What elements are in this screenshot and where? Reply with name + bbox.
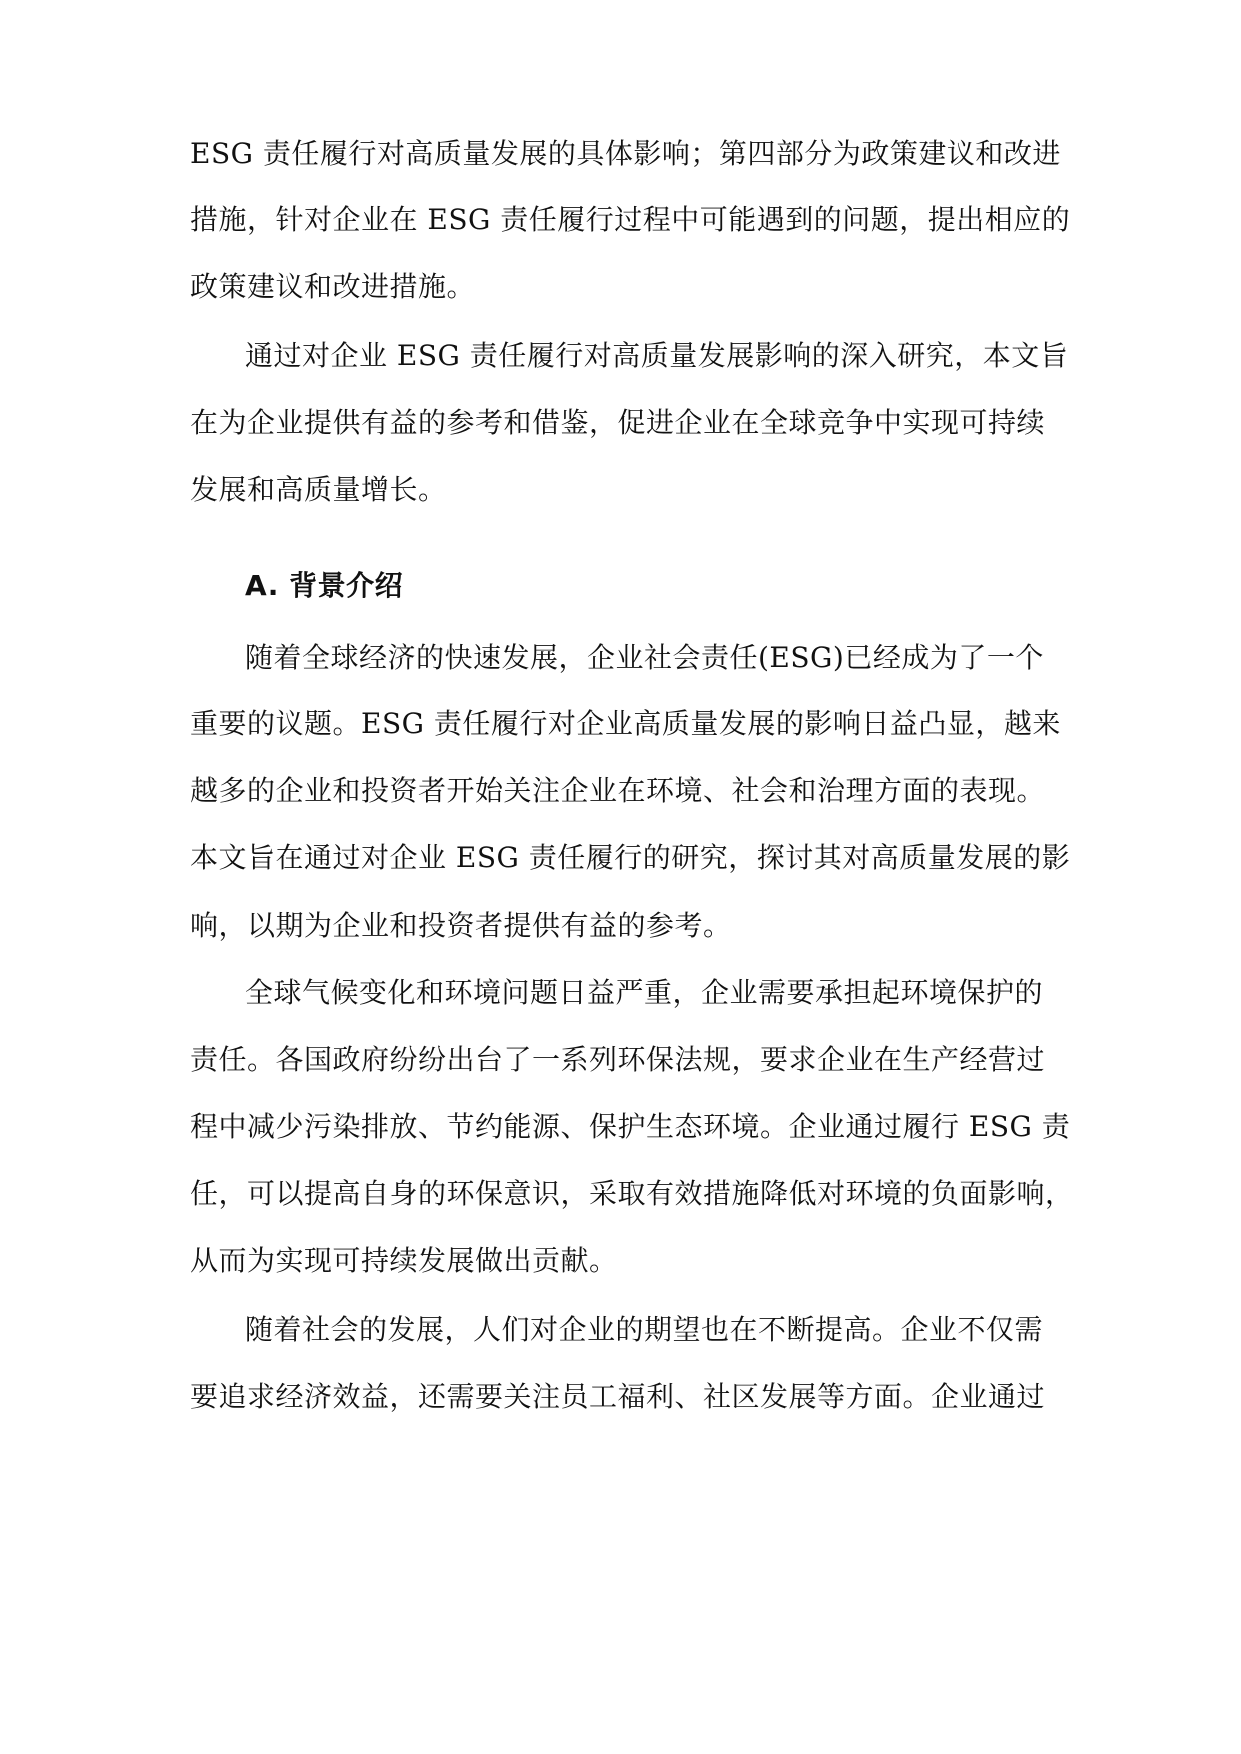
text-line: 程中减少污染排放、节约能源、保护生态环境。企业通过履行 ESG 责: [190, 1110, 1071, 1143]
text-line: 随着社会的发展，人们对企业的期望也在不断提高。企业不仅需: [245, 1313, 1044, 1346]
text-line: 措施，针对企业在 ESG 责任履行过程中可能遇到的问题，提出相应的: [190, 203, 1071, 236]
text-line: 发展和高质量增长。: [190, 473, 447, 506]
text-line: 重要的议题。ESG 责任履行对企业高质量发展的影响日益凸显，越来: [190, 707, 1061, 740]
text-line: 任，可以提高自身的环保意识，采取有效措施降低对环境的负面影响，: [190, 1177, 1074, 1210]
text-line: 全球气候变化和环境问题日益严重，企业需要承担起环境保护的: [245, 976, 1044, 1009]
text-line: ESG 责任履行对高质量发展的具体影响；第四部分为政策建议和改进: [190, 137, 1061, 170]
text-line: 责任。各国政府纷纷出台了一系列环保法规，要求企业在生产经营过: [190, 1043, 1046, 1076]
text-line: 在为企业提供有益的参考和借鉴，促进企业在全球竞争中实现可持续: [190, 406, 1046, 439]
text-line: 响，以期为企业和投资者提供有益的参考。: [190, 909, 732, 942]
section-heading: A. 背景介绍: [245, 569, 404, 602]
text-line: 政策建议和改进措施。: [190, 270, 476, 303]
text-line: 从而为实现可持续发展做出贡献。: [190, 1244, 618, 1277]
text-line: 随着全球经济的快速发展，企业社会责任(ESG)已经成为了一个: [245, 641, 1044, 674]
text-line: 本文旨在通过对企业 ESG 责任履行的研究，探讨其对高质量发展的影: [190, 841, 1071, 874]
text-line: 通过对企业 ESG 责任履行对高质量发展影响的深入研究，本文旨: [245, 339, 1069, 372]
text-line: 要追求经济效益，还需要关注员工福利、社区发展等方面。企业通过: [190, 1380, 1046, 1413]
text-line: 越多的企业和投资者开始关注企业在环境、社会和治理方面的表现。: [190, 774, 1046, 807]
